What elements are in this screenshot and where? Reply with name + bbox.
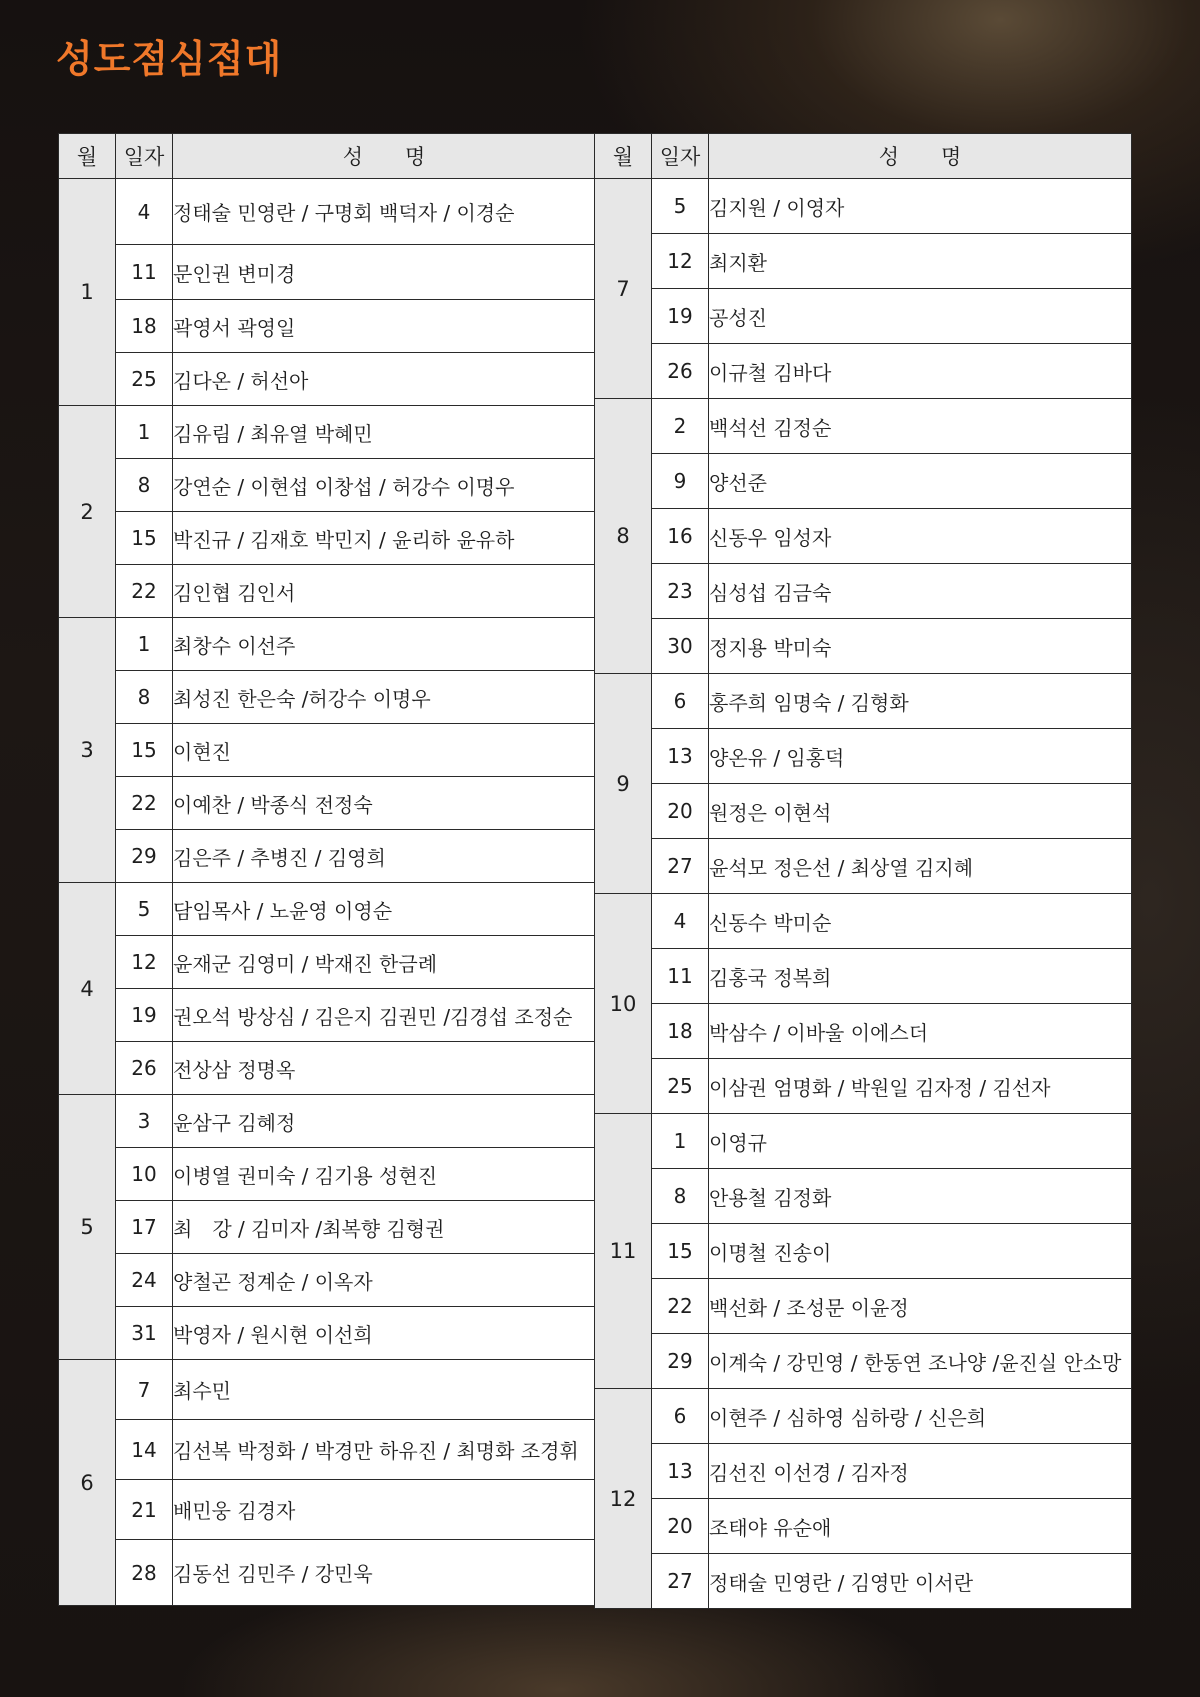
month-cell: 2 xyxy=(59,406,116,618)
day-cell: 24 xyxy=(116,1254,173,1307)
table-row xyxy=(59,883,596,936)
day-cell: 28 xyxy=(116,1540,173,1606)
names-cell: 이영규 xyxy=(709,1114,1132,1169)
day-cell: 22 xyxy=(116,565,173,618)
table-row xyxy=(595,1169,1132,1224)
month-cell: 4 xyxy=(59,883,116,1095)
header-row xyxy=(595,134,1132,179)
day-cell: 10 xyxy=(116,1148,173,1201)
table-row xyxy=(59,179,596,245)
table-row xyxy=(59,777,596,830)
table-row xyxy=(595,1224,1132,1279)
day-cell: 4 xyxy=(652,894,709,949)
day-cell: 15 xyxy=(116,724,173,777)
names-cell: 김은주 / 추병진 / 김영희 xyxy=(173,830,596,883)
table-row xyxy=(59,245,596,300)
header-names: 성 명 xyxy=(709,134,1132,179)
table-row xyxy=(59,1254,596,1307)
table-row xyxy=(595,1444,1132,1499)
day-cell: 4 xyxy=(116,179,173,245)
table-row xyxy=(595,1114,1132,1169)
table-row xyxy=(59,565,596,618)
day-cell: 22 xyxy=(116,777,173,830)
table-row xyxy=(595,344,1132,399)
month-cell: 3 xyxy=(59,618,116,883)
names-cell: 곽영서 곽영일 xyxy=(173,300,596,353)
table-row xyxy=(59,1360,596,1420)
day-cell: 18 xyxy=(116,300,173,353)
schedule-table-jan-jun xyxy=(58,133,596,1606)
names-cell: 윤재군 김영미 / 박재진 한금례 xyxy=(173,936,596,989)
month-cell: 1 xyxy=(59,179,116,406)
names-cell: 백석선 김정순 xyxy=(709,399,1132,454)
table-row xyxy=(59,671,596,724)
names-cell: 최성진 한은숙 /허강수 이명우 xyxy=(173,671,596,724)
table-row xyxy=(59,406,596,459)
table-row xyxy=(595,1334,1132,1389)
day-cell: 27 xyxy=(652,839,709,894)
names-cell: 신동수 박미순 xyxy=(709,894,1132,949)
header-month: 월 xyxy=(595,134,652,179)
day-cell: 5 xyxy=(116,883,173,936)
names-cell: 이삼권 엄명화 / 박원일 김자정 / 김선자 xyxy=(709,1059,1132,1114)
names-cell: 최 강 / 김미자 /최복향 김형권 xyxy=(173,1201,596,1254)
table-row xyxy=(595,839,1132,894)
table-row xyxy=(595,564,1132,619)
names-cell: 이예찬 / 박종식 전정숙 xyxy=(173,777,596,830)
names-cell: 최수민 xyxy=(173,1360,596,1420)
table-row xyxy=(59,1307,596,1360)
page-title: 성도점심접대 xyxy=(56,37,283,81)
day-cell: 25 xyxy=(116,353,173,406)
month-cell: 9 xyxy=(595,674,652,894)
table-row xyxy=(595,894,1132,949)
day-cell: 6 xyxy=(652,674,709,729)
day-cell: 1 xyxy=(116,406,173,459)
day-cell: 11 xyxy=(116,245,173,300)
names-cell: 이병열 권미숙 / 김기용 성현진 xyxy=(173,1148,596,1201)
names-cell: 원정은 이현석 xyxy=(709,784,1132,839)
day-cell: 9 xyxy=(652,454,709,509)
day-cell: 22 xyxy=(652,1279,709,1334)
day-cell: 1 xyxy=(116,618,173,671)
table-row xyxy=(595,949,1132,1004)
names-cell: 최창수 이선주 xyxy=(173,618,596,671)
month-cell: 12 xyxy=(595,1389,652,1609)
day-cell: 11 xyxy=(652,949,709,1004)
names-cell: 김선복 박정화 / 박경만 하유진 / 최명화 조경휘 xyxy=(173,1420,596,1480)
names-cell: 조태야 유순애 xyxy=(709,1499,1132,1554)
day-cell: 12 xyxy=(652,234,709,289)
day-cell: 12 xyxy=(116,936,173,989)
day-cell: 27 xyxy=(652,1554,709,1609)
table-row xyxy=(59,512,596,565)
table-row xyxy=(595,1499,1132,1554)
names-cell: 김유림 / 최유열 박혜민 xyxy=(173,406,596,459)
names-cell: 김선진 이선경 / 김자정 xyxy=(709,1444,1132,1499)
table-row xyxy=(595,289,1132,344)
header-month: 월 xyxy=(59,134,116,179)
day-cell: 5 xyxy=(652,179,709,234)
names-cell: 김인협 김인서 xyxy=(173,565,596,618)
header-names: 성 명 xyxy=(173,134,596,179)
day-cell: 3 xyxy=(116,1095,173,1148)
table-row xyxy=(595,399,1132,454)
day-cell: 2 xyxy=(652,399,709,454)
day-cell: 14 xyxy=(116,1420,173,1480)
names-cell: 심성섭 김금숙 xyxy=(709,564,1132,619)
table-row xyxy=(595,1554,1132,1609)
day-cell: 29 xyxy=(652,1334,709,1389)
day-cell: 15 xyxy=(652,1224,709,1279)
day-cell: 20 xyxy=(652,784,709,839)
day-cell: 29 xyxy=(116,830,173,883)
table-row xyxy=(595,619,1132,674)
names-cell: 양선준 xyxy=(709,454,1132,509)
names-cell: 김홍국 정복희 xyxy=(709,949,1132,1004)
names-cell: 안용철 김정화 xyxy=(709,1169,1132,1224)
names-cell: 정태술 민영란 / 구명회 백덕자 / 이경순 xyxy=(173,179,596,245)
header-day: 일자 xyxy=(116,134,173,179)
table-row xyxy=(59,1148,596,1201)
day-cell: 7 xyxy=(116,1360,173,1420)
names-cell: 윤삼구 김혜정 xyxy=(173,1095,596,1148)
table-row xyxy=(595,1059,1132,1114)
month-cell: 5 xyxy=(59,1095,116,1360)
table-row xyxy=(59,1201,596,1254)
day-cell: 8 xyxy=(116,671,173,724)
table-row xyxy=(595,454,1132,509)
names-cell: 공성진 xyxy=(709,289,1132,344)
table-row xyxy=(59,1042,596,1095)
names-cell: 문인권 변미경 xyxy=(173,245,596,300)
names-cell: 윤석모 정은선 / 최상열 김지혜 xyxy=(709,839,1132,894)
day-cell: 19 xyxy=(652,289,709,344)
names-cell: 백선화 / 조성문 이윤정 xyxy=(709,1279,1132,1334)
day-cell: 18 xyxy=(652,1004,709,1059)
table-row xyxy=(595,674,1132,729)
table-row xyxy=(59,724,596,777)
table-row xyxy=(59,1095,596,1148)
table-row xyxy=(59,936,596,989)
names-cell: 담임목사 / 노윤영 이영순 xyxy=(173,883,596,936)
day-cell: 21 xyxy=(116,1480,173,1540)
table-row xyxy=(59,1540,596,1606)
names-cell: 정지용 박미숙 xyxy=(709,619,1132,674)
names-cell: 홍주희 임명숙 / 김형화 xyxy=(709,674,1132,729)
month-cell: 11 xyxy=(595,1114,652,1389)
names-cell: 이현진 xyxy=(173,724,596,777)
table-row xyxy=(59,830,596,883)
names-cell: 신동우 임성자 xyxy=(709,509,1132,564)
table-row xyxy=(595,179,1132,234)
names-cell: 최지환 xyxy=(709,234,1132,289)
header-row xyxy=(59,134,596,179)
table-row xyxy=(595,729,1132,784)
day-cell: 13 xyxy=(652,1444,709,1499)
day-cell: 23 xyxy=(652,564,709,619)
day-cell: 16 xyxy=(652,509,709,564)
names-cell: 이계숙 / 강민영 / 한동연 조나양 /윤진실 안소망 xyxy=(709,1334,1132,1389)
day-cell: 17 xyxy=(116,1201,173,1254)
day-cell: 8 xyxy=(652,1169,709,1224)
day-cell: 19 xyxy=(116,989,173,1042)
table-row xyxy=(595,784,1132,839)
table-row xyxy=(59,1420,596,1480)
day-cell: 25 xyxy=(652,1059,709,1114)
day-cell: 26 xyxy=(116,1042,173,1095)
month-cell: 8 xyxy=(595,399,652,674)
names-cell: 이명철 진송이 xyxy=(709,1224,1132,1279)
table-row xyxy=(595,1389,1132,1444)
table-row xyxy=(595,1279,1132,1334)
month-cell: 7 xyxy=(595,179,652,399)
table-row xyxy=(595,509,1132,564)
names-cell: 이현주 / 심하영 심하랑 / 신은희 xyxy=(709,1389,1132,1444)
day-cell: 13 xyxy=(652,729,709,784)
day-cell: 26 xyxy=(652,344,709,399)
day-cell: 6 xyxy=(652,1389,709,1444)
names-cell: 양철곤 정계순 / 이옥자 xyxy=(173,1254,596,1307)
day-cell: 8 xyxy=(116,459,173,512)
names-cell: 이규철 김바다 xyxy=(709,344,1132,399)
header-day: 일자 xyxy=(652,134,709,179)
month-cell: 10 xyxy=(595,894,652,1114)
names-cell: 김다온 / 허선아 xyxy=(173,353,596,406)
table-row xyxy=(59,618,596,671)
names-cell: 강연순 / 이현섭 이창섭 / 허강수 이명우 xyxy=(173,459,596,512)
day-cell: 1 xyxy=(652,1114,709,1169)
table-row xyxy=(59,300,596,353)
table-row xyxy=(59,1480,596,1540)
names-cell: 전상삼 정명옥 xyxy=(173,1042,596,1095)
month-cell: 6 xyxy=(59,1360,116,1606)
names-cell: 정태술 민영란 / 김영만 이서란 xyxy=(709,1554,1132,1609)
names-cell: 권오석 방상심 / 김은지 김권민 /김경섭 조정순 xyxy=(173,989,596,1042)
table-row xyxy=(59,459,596,512)
names-cell: 박영자 / 원시현 이선희 xyxy=(173,1307,596,1360)
table-row xyxy=(59,989,596,1042)
table-row xyxy=(595,234,1132,289)
day-cell: 31 xyxy=(116,1307,173,1360)
names-cell: 박삼수 / 이바울 이에스더 xyxy=(709,1004,1132,1059)
day-cell: 20 xyxy=(652,1499,709,1554)
table-row xyxy=(595,1004,1132,1059)
table-row xyxy=(59,353,596,406)
names-cell: 양온유 / 임홍덕 xyxy=(709,729,1132,784)
names-cell: 박진규 / 김재호 박민지 / 윤리하 윤유하 xyxy=(173,512,596,565)
names-cell: 김동선 김민주 / 강민욱 xyxy=(173,1540,596,1606)
day-cell: 30 xyxy=(652,619,709,674)
schedule-table-jul-dec xyxy=(594,133,1132,1609)
names-cell: 김지원 / 이영자 xyxy=(709,179,1132,234)
day-cell: 15 xyxy=(116,512,173,565)
names-cell: 배민웅 김경자 xyxy=(173,1480,596,1540)
